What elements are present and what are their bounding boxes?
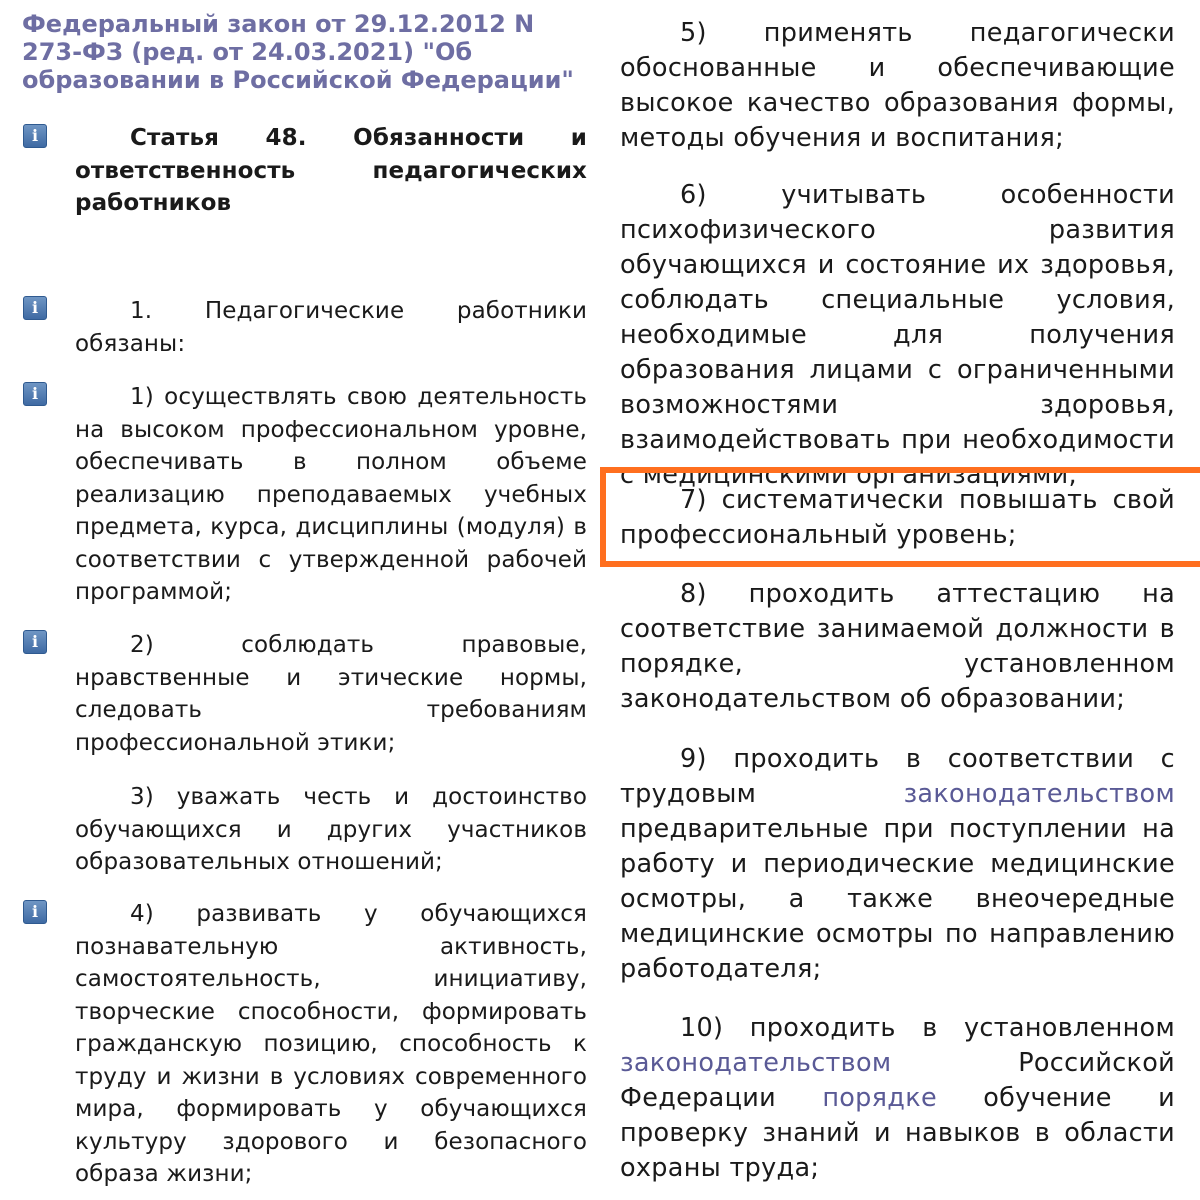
item-5 bbox=[620, 16, 1175, 156]
info-icon[interactable]: i bbox=[23, 900, 47, 924]
item-6 bbox=[620, 178, 1175, 493]
item-text: 3) уважать честь и достоинство обучающихся и других участников образовательных отношений; bbox=[75, 784, 587, 875]
paragraph-1 bbox=[75, 295, 587, 360]
info-icon[interactable]: i bbox=[23, 296, 47, 320]
item-1 bbox=[75, 381, 587, 609]
info-icon[interactable]: i bbox=[23, 124, 47, 148]
item-text-part: Российской Федерации bbox=[620, 1048, 1175, 1113]
legislation-link[interactable]: законодательством bbox=[620, 1048, 892, 1078]
item-text: 8) проходить аттестацию на соответствие занимаемой должности в порядке, установленном законодательством об образовании; bbox=[620, 579, 1175, 714]
item-7 bbox=[620, 483, 1175, 553]
item-10 bbox=[620, 1011, 1175, 1186]
article-heading-block bbox=[75, 122, 587, 220]
item-4 bbox=[75, 898, 587, 1191]
info-icon[interactable]: i bbox=[23, 630, 47, 654]
item-8 bbox=[620, 577, 1175, 717]
article-title: Статья 48. Обязанности и ответственность педагогических работников bbox=[75, 125, 587, 216]
item-text: 1) осуществлять свою деятельность на высоком профессиональном уровне, обеспечивать в полном объеме реализацию преподаваемых учебных предмета, курса, дисциплины (модуля) в соответствии с утвержденной рабочей программой; bbox=[75, 384, 587, 605]
legislation-link[interactable]: законодательством bbox=[903, 779, 1175, 809]
item-text: 5) применять педагогически обоснованные и обеспечивающие высокое качество образования формы, методы обучения и воспитания; bbox=[620, 18, 1175, 153]
item-text-part: обучение и проверку знаний и навыков в области охраны труда; bbox=[620, 1083, 1175, 1183]
item-text: 4) развивать у обучающихся познавательную активность, самостоятельность, инициативу, творческие способности, формировать гражданскую позицию, способность к труду и жизни в условиях современного мира, формировать у обучающихся культуру здорового и безопасного образа жизни; bbox=[75, 901, 587, 1187]
document-title[interactable]: Федеральный закон от 29.12.2012 N 273-ФЗ (ред. от 24.03.2021) "Об образовании в Российской Федерации" bbox=[22, 10, 574, 94]
item-text: 2) соблюдать правовые, нравственные и этические нормы, следовать требованиям профессиональной этики; bbox=[75, 632, 587, 756]
procedure-link[interactable]: порядке bbox=[822, 1083, 937, 1113]
item-text: 7) систематически повышать свой профессиональный уровень; bbox=[620, 485, 1175, 550]
item-3 bbox=[75, 781, 587, 879]
paragraph-text: 1. Педагогические работники обязаны: bbox=[75, 298, 587, 357]
item-2 bbox=[75, 629, 587, 759]
item-text bbox=[620, 742, 1175, 987]
info-icon[interactable]: i bbox=[23, 382, 47, 406]
item-text-part: 10) проходить в установленном bbox=[680, 1013, 1175, 1043]
item-9 bbox=[620, 742, 1175, 987]
item-text: 6) учитывать особенности психофизического развития обучающихся и состояние их здоровья, соблюдать специальные условия, необходимые для получения образования лицами с ограниченными возможностями здоровья, взаимодействовать при необходимости с медицинскими организациями; bbox=[620, 180, 1175, 490]
item-text-part: предварительные при поступлении на работу и периодические медицинские осмотры, а также внеочередные медицинские осмотры по направлению работодателя; bbox=[620, 814, 1175, 984]
item-text bbox=[620, 1011, 1175, 1186]
item-text-part: 9) проходить в соответствии с трудовым bbox=[620, 744, 1175, 809]
right-column bbox=[600, 0, 1200, 1200]
